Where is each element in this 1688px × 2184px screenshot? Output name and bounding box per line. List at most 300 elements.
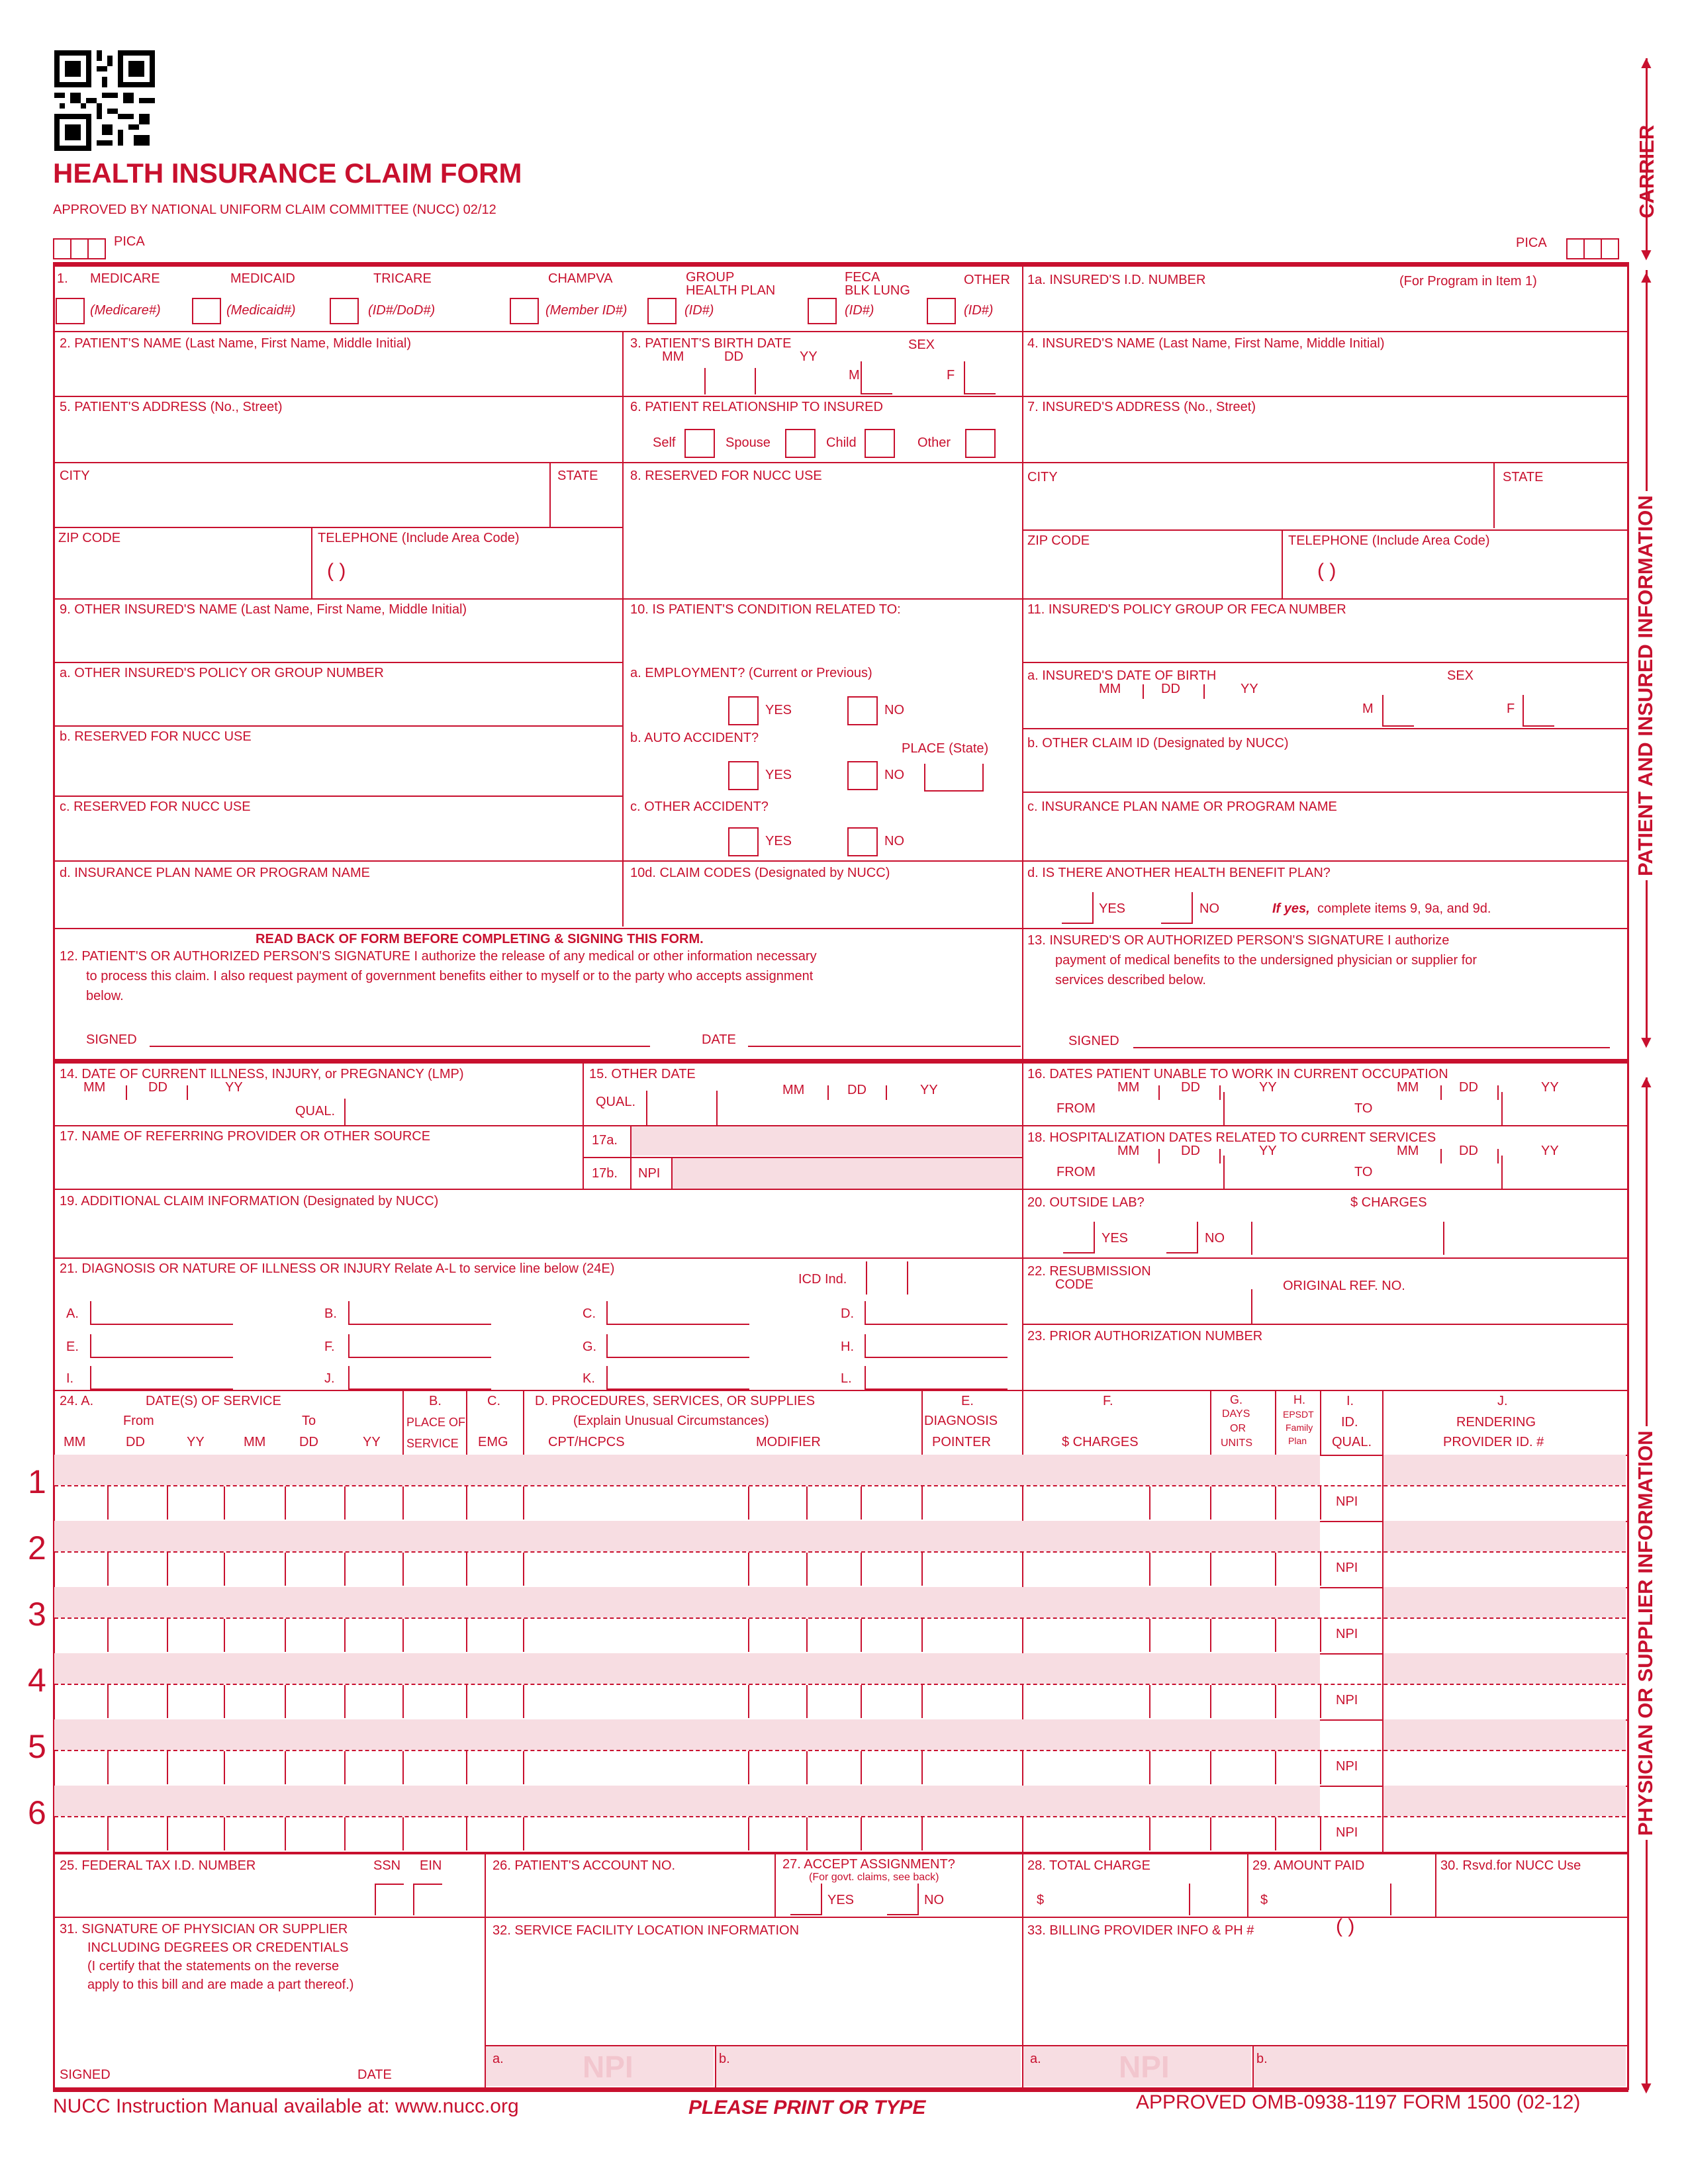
champva-checkbox[interactable] [510,298,539,324]
service-line-shaded[interactable] [54,1521,1320,1551]
qr-code [54,50,155,151]
divider [907,1261,908,1295]
item-10b-place-field[interactable] [924,764,984,792]
service-col-divider [466,1817,467,1850]
item-7-phone-area[interactable]: ( ) [1317,560,1336,582]
service-col-divider [285,1486,286,1520]
item-27-yes-checkbox[interactable] [790,1884,822,1915]
item-6-child-checkbox[interactable] [865,429,895,458]
item-8-label: 8. RESERVED FOR NUCC USE [630,469,822,483]
item-16-to: TO [1354,1101,1373,1116]
item-22-line-2: CODE [1055,1277,1094,1292]
h24-b3: SERVICE [406,1437,459,1450]
service-line-provider-shaded[interactable] [1383,1786,1626,1816]
item-9-label: 9. OTHER INSURED'S NAME (Last Name, First Name, Middle Initial) [60,602,467,617]
feca-checkbox[interactable] [808,298,837,324]
item-3-f-checkbox[interactable] [964,361,996,394]
item-32a-npi-watermark: NPI [583,2050,633,2084]
item-10b-place: PLACE (State) [902,741,989,756]
other-sub: (ID#) [964,303,994,318]
item-3-yy: YY [800,349,818,364]
item-27-no: NO [924,1893,944,1907]
service-col-divider [921,1751,923,1784]
service-line-provider-shaded[interactable] [1383,1455,1626,1485]
h24-b1: B. [429,1394,442,1408]
item-10b-no-checkbox[interactable] [847,761,878,790]
service-col-divider [402,1685,404,1718]
item-11d-yes-checkbox[interactable] [1062,892,1094,924]
service-header-divider [402,1390,404,1455]
service-col-divider [806,1486,808,1520]
divider [1247,1853,1248,1917]
service-col-divider [921,1685,923,1718]
tick [1440,1149,1442,1163]
service-col-divider [344,1817,346,1850]
item-20-label: 20. OUTSIDE LAB? [1027,1195,1145,1210]
item-3-m: M [849,368,860,383]
diagnosis-field[interactable] [865,1366,1008,1390]
item-26-label: 26. PATIENT'S ACCOUNT NO. [492,1858,676,1873]
item-14-qual: QUAL. [295,1104,336,1118]
service-line-divider [54,1551,1626,1553]
service-col-divider [523,1685,524,1718]
item-31-date: DATE [357,2068,392,2082]
tick [187,1085,188,1100]
group-label-2: HEALTH PLAN [686,283,776,298]
item-12-line-1: 12. PATIENT'S OR AUTHORIZED PERSON'S SIGNATURE I authorize the release of any medical or other information necessary [60,949,817,964]
pica-left-label: PICA [114,234,145,249]
divider [671,1157,673,1189]
item-16-from-dd: DD [1181,1080,1200,1095]
h24-c2: EMG [478,1435,508,1449]
row6-bottom-left [53,662,622,663]
divider [549,462,551,528]
service-line-shaded[interactable] [54,1653,1320,1684]
service-col-divider [466,1486,467,1520]
group-checkbox[interactable] [647,298,677,324]
service-col-divider [224,1553,225,1586]
service-col-divider [285,1553,286,1586]
diagnosis-field[interactable] [90,1334,233,1358]
item-10b-no: NO [884,768,904,782]
item-33-phone-area[interactable]: ( ) [1336,1915,1355,1937]
item-25-ssn-checkbox[interactable] [375,1884,404,1915]
diagnosis-letter: J. [324,1371,335,1386]
pica-left-box-2[interactable] [70,238,89,259]
item-20-charges: $ CHARGES [1350,1195,1427,1210]
item-16-to-dd: DD [1459,1080,1478,1095]
pica-right-box-2[interactable] [1583,238,1602,259]
frame-right [1627,262,1629,2090]
diagnosis-field[interactable] [348,1334,491,1358]
service-col-divider [1022,1553,1023,1586]
service-line-shaded[interactable] [54,1786,1320,1816]
diagnosis-field[interactable] [348,1301,491,1325]
medicare-label: MEDICARE [90,271,160,286]
service-col-divider [285,1751,286,1784]
champva-sub: (Member ID#) [545,303,628,318]
item-9b-label: b. RESERVED FOR NUCC USE [60,729,252,744]
service-col-divider [1275,1553,1276,1586]
item-32-label: 32. SERVICE FACILITY LOCATION INFORMATION [492,1923,800,1938]
row6-bottom-right [1022,662,1628,663]
item-16-from: FROM [1056,1101,1096,1116]
diagnosis-field[interactable] [606,1301,749,1325]
divider [646,1091,647,1125]
service-col-divider [1149,1817,1150,1850]
item-5-label: 5. PATIENT'S ADDRESS (No., Street) [60,400,283,414]
item-31-line-3: (I certify that the statements on the reverse [87,1959,340,1974]
service-col-divider [107,1553,109,1586]
item-22-line-1: 22. RESUBMISSION [1027,1264,1151,1279]
tick [1143,684,1144,699]
item-22-orig: ORIGINAL REF. NO. [1283,1279,1405,1293]
service-line-divider [54,1684,1626,1685]
other-label: OTHER [964,273,1010,287]
item-11a-f: F [1507,702,1515,716]
service-line-npi: NPI [1336,1825,1358,1840]
h24-e1: E. [961,1394,974,1408]
item-25-ssn: SSN [373,1858,401,1873]
item-19-label: 19. ADDITIONAL CLAIM INFORMATION (Designated by NUCC) [60,1194,439,1208]
item-10a-label: a. EMPLOYMENT? (Current or Previous) [630,666,872,680]
item-33a-label: a. [1030,2052,1041,2066]
item-17-label: 17. NAME OF REFERRING PROVIDER OR OTHER SOURCE [60,1129,431,1144]
item-10c-no: NO [884,834,904,848]
service-header-divider [1382,1390,1383,1455]
service-col-divider [861,1553,862,1586]
diagnosis-field[interactable] [90,1366,233,1390]
divider [1189,1884,1190,1915]
pica-right-box-1[interactable] [1566,238,1585,259]
service-col-divider [1320,1486,1321,1520]
row7-bottom-right [1022,728,1628,729]
divider [1435,1853,1436,1917]
service-line-number: 4 [28,1662,46,1699]
service-line-provider-shaded[interactable] [1383,1521,1626,1551]
item-18-from-mm: MM [1117,1144,1140,1158]
divider [1493,462,1495,528]
diagnosis-field[interactable] [865,1301,1008,1325]
service-col-divider [402,1486,404,1520]
service-col-divider [1320,1619,1321,1652]
service-col-divider [344,1486,346,1520]
service-header-divider [1210,1390,1211,1455]
row8-bottom-left [53,796,622,797]
service-line-divider [54,1485,1626,1486]
service-col-divider [1210,1553,1211,1586]
service-col-divider [921,1486,923,1520]
item-7-zip: ZIP CODE [1027,533,1090,548]
item-20-no-checkbox[interactable] [1166,1222,1198,1253]
diagnosis-field[interactable] [606,1334,749,1358]
h24-g2: DAYS [1222,1408,1250,1420]
read-back-notice: READ BACK OF FORM BEFORE COMPLETING & SIGNING THIS FORM. [256,932,704,946]
side-arrow-down-3: ▼ [1638,2077,1655,2097]
service-line-number: 3 [28,1596,46,1633]
item-11a-m-checkbox[interactable] [1382,695,1414,727]
h24-e3: POINTER [932,1435,991,1449]
service-line-divider [54,1617,1626,1619]
service-col-divider [861,1486,862,1520]
item-13-line-1: 13. INSURED'S OR AUTHORIZED PERSON'S SIGNATURE I authorize [1027,933,1450,948]
service-line-shaded[interactable] [54,1455,1320,1485]
h24-yy1: YY [187,1435,205,1449]
service-col-divider [167,1751,168,1784]
service-col-divider [523,1553,524,1586]
side-arrow-up-2: ▲ [1638,267,1655,287]
item-10a-no-checkbox[interactable] [847,696,878,725]
divider [583,1062,584,1125]
divider [1501,1156,1503,1189]
h24-to: To [302,1414,316,1428]
item-32b-field[interactable] [716,2046,1021,2086]
group-sub: (ID#) [684,303,714,318]
row25-bottom [53,1917,1628,1918]
service-col-divider [921,1619,923,1652]
item-16-label: 16. DATES PATIENT UNABLE TO WORK IN CURRENT OCCUPATION [1027,1067,1448,1081]
service-col-divider [466,1685,467,1718]
item-10c-no-checkbox[interactable] [847,827,878,856]
service-line-shaded[interactable] [54,1719,1320,1750]
item-11a-f-checkbox[interactable] [1523,695,1554,727]
item-16-to-mm: MM [1397,1080,1419,1095]
h24-dd1: DD [126,1435,145,1449]
item-33b-field[interactable] [1254,2046,1626,2086]
service-line-provider-shaded[interactable] [1383,1587,1626,1617]
item-31-line-1: 31. SIGNATURE OF PHYSICIAN OR SUPPLIER [60,1922,348,1936]
medicaid-checkbox[interactable] [192,298,221,324]
service-col-divider [107,1619,109,1652]
h24-j3: PROVIDER ID. # [1443,1435,1544,1449]
diagnosis-letter: B. [324,1306,337,1321]
medicare-checkbox[interactable] [56,298,85,324]
feca-label-2: BLK LUNG [845,283,910,298]
service-col-divider [224,1619,225,1652]
item-12-date-line[interactable] [748,1046,1021,1047]
item-3-m-checkbox[interactable] [861,361,892,394]
service-col-divider [1149,1751,1150,1784]
tricare-sub: (ID#/DoD#) [368,303,436,318]
service-col-divider [224,1751,225,1784]
item-5-city: CITY [60,469,90,483]
diagnosis-letter: A. [66,1306,79,1321]
service-col-divider [1210,1619,1211,1652]
item-3-mm: MM [662,349,684,364]
h24-h2: EPSDT [1283,1409,1314,1420]
item-14-dd: DD [148,1080,167,1095]
item-11d-no-checkbox[interactable] [1161,892,1193,924]
item-3-f: F [947,368,955,383]
item-20-no: NO [1205,1231,1225,1246]
service-col-divider [1210,1486,1211,1520]
item-2-label: 2. PATIENT'S NAME (Last Name, First Name, Middle Initial) [60,336,411,351]
h24-b2: PLACE OF [406,1416,466,1429]
item-10a-yes-checkbox[interactable] [728,696,759,725]
h24-i3: QUAL. [1332,1435,1372,1449]
service-col-divider [748,1486,749,1520]
service-col-divider [806,1553,808,1586]
service-header-divider [1022,1390,1023,1455]
item-18-from-dd: DD [1181,1144,1200,1158]
item-18-to: TO [1354,1165,1373,1179]
item-17a-field[interactable] [630,1126,1022,1156]
item-32b-label: b. [719,2052,730,2066]
item-10b-yes: YES [765,768,792,782]
service-col-divider [1149,1486,1150,1520]
item-20-yes: YES [1102,1231,1129,1246]
tick [1219,1085,1221,1100]
service-col-divider [1320,1685,1321,1718]
item-29-dollar: $ [1260,1893,1268,1907]
item-10a-no: NO [884,703,904,717]
tick [755,368,756,394]
item-6-spouse-checkbox[interactable] [785,429,816,458]
service-line-provider-shaded[interactable] [1383,1653,1626,1684]
item-33-label: 33. BILLING PROVIDER INFO & PH # [1027,1923,1254,1938]
item-27-no-checkbox[interactable] [887,1884,919,1915]
item-11d-ifyes: If yes, [1272,901,1310,916]
item-10c-yes-checkbox[interactable] [728,827,759,856]
service-col-divider [1275,1817,1276,1850]
service-col-divider [402,1553,404,1586]
h24-d2: (Explain Unusual Circumstances) [573,1414,769,1428]
row1-bottom [53,331,1628,332]
item-17b-field[interactable] [671,1158,1022,1189]
h24-f1: F. [1103,1394,1113,1408]
item-15-label: 15. OTHER DATE [589,1067,696,1081]
item-6-self-checkbox[interactable] [684,429,715,458]
item-27-yes: YES [827,1893,855,1907]
item-32a-label: a. [492,2052,504,2066]
row22-bottom [1022,1324,1628,1325]
section-divider [53,1059,1628,1064]
pica-left-box-1[interactable] [53,238,71,259]
diagnosis-field[interactable] [90,1301,233,1325]
service-line-divider [54,1816,1626,1817]
other-checkbox[interactable] [927,298,956,324]
item-11a-yy: YY [1241,682,1258,696]
medicaid-label: MEDICAID [230,271,295,286]
service-col-divider [806,1685,808,1718]
pica-left-box-3[interactable] [87,238,106,259]
diagnosis-field[interactable] [348,1366,491,1390]
item-11a-sex: SEX [1447,668,1474,683]
item-10b-yes-checkbox[interactable] [728,761,759,790]
item-16-from-mm: MM [1117,1080,1140,1095]
diagnosis-letter: K. [583,1371,595,1386]
item-6-other-checkbox[interactable] [965,429,996,458]
service-line-number: 6 [28,1794,46,1831]
service-line-shaded[interactable] [54,1587,1320,1617]
diagnosis-field[interactable] [606,1366,749,1390]
service-col-divider [748,1553,749,1586]
nucc-approval: APPROVED BY NATIONAL UNIFORM CLAIM COMMITTEE (NUCC) 02/12 [53,203,496,217]
item-25-ein-checkbox[interactable] [413,1884,442,1915]
diagnosis-field[interactable] [865,1334,1008,1358]
item-11d-note: complete items 9, 9a, and 9d. [1317,901,1491,916]
item-28-dollar: $ [1037,1893,1045,1907]
h24-i1: I. [1346,1394,1354,1408]
service-col-divider [748,1619,749,1652]
service-line-provider-shaded[interactable] [1383,1719,1626,1750]
tick [1497,1085,1499,1100]
pica-right-box-3[interactable] [1601,238,1619,259]
h24-i2: ID. [1341,1415,1358,1430]
item-31-signed: SIGNED [60,2068,111,2082]
service-col-divider [1022,1619,1023,1652]
divider [1223,1092,1225,1125]
service-col-divider [224,1685,225,1718]
item-9a-label: a. OTHER INSURED'S POLICY OR GROUP NUMBER [60,666,384,680]
item-15-dd: DD [847,1083,867,1097]
item-5-phone-area[interactable]: ( ) [327,560,346,582]
diagnosis-letter: G. [583,1340,597,1354]
service-col-divider [107,1751,109,1784]
diagnosis-letter: C. [583,1306,596,1321]
divider [630,1125,632,1189]
item-16-from-yy: YY [1259,1080,1277,1095]
service-col-divider [344,1619,346,1652]
item-31-line-4: apply to this bill and are made a part thereof.) [87,1978,354,1992]
frame-top [53,262,1628,267]
h24-d4: MODIFIER [756,1435,821,1449]
champva-label: CHAMPVA [548,271,613,286]
item-14-label: 14. DATE OF CURRENT ILLNESS, INJURY, or PREGNANCY (LMP) [60,1067,464,1081]
service-col-divider [402,1817,404,1850]
item-16-to-yy: YY [1541,1080,1559,1095]
h24-dates: DATE(S) OF SERVICE [146,1394,281,1408]
service-header-divider [1320,1390,1321,1455]
service-col-divider [344,1685,346,1718]
h24-f2: $ CHARGES [1062,1435,1139,1449]
item-13-line-3: services described below. [1055,973,1206,987]
service-col-divider [921,1817,923,1850]
service-col-divider [748,1751,749,1784]
row9-bottom [53,860,1628,862]
service-col-divider [1320,1553,1321,1586]
h24-from: From [123,1414,154,1428]
item-25-label: 25. FEDERAL TAX I.D. NUMBER [60,1858,256,1873]
item-6-label: 6. PATIENT RELATIONSHIP TO INSURED [630,400,883,414]
diagnosis-letter: D. [841,1306,854,1321]
tricare-checkbox[interactable] [330,298,359,324]
row17-bottom [53,1189,1628,1190]
h24-g4: UNITS [1221,1437,1252,1449]
item-10a-yes: YES [765,703,792,717]
service-header-divider [1275,1390,1276,1455]
h24-j1: J. [1497,1394,1508,1408]
item-9d-label: d. INSURANCE PLAN NAME OR PROGRAM NAME [60,866,370,880]
service-header-divider [523,1390,524,1455]
diagnosis-letter: E. [66,1340,79,1354]
service-line-number: 5 [28,1728,46,1765]
item-4-label: 4. INSURED'S NAME (Last Name, First Name, Middle Initial) [1027,336,1385,351]
item-18-to-dd: DD [1459,1144,1478,1158]
item-12-signature-line[interactable] [150,1046,650,1047]
divider [1390,1884,1391,1915]
item-20-yes-checkbox[interactable] [1063,1222,1095,1253]
divider [1022,928,1023,1059]
h24-h1: H. [1293,1393,1305,1406]
service-col-divider [1275,1751,1276,1784]
item-13-signature-line[interactable] [1133,1047,1610,1048]
service-col-divider [1022,1817,1023,1850]
row21-bottom [53,1390,1628,1391]
service-col-divider [861,1751,862,1784]
item-6-spouse: Spouse [726,435,771,450]
item-18-from: FROM [1056,1165,1096,1179]
